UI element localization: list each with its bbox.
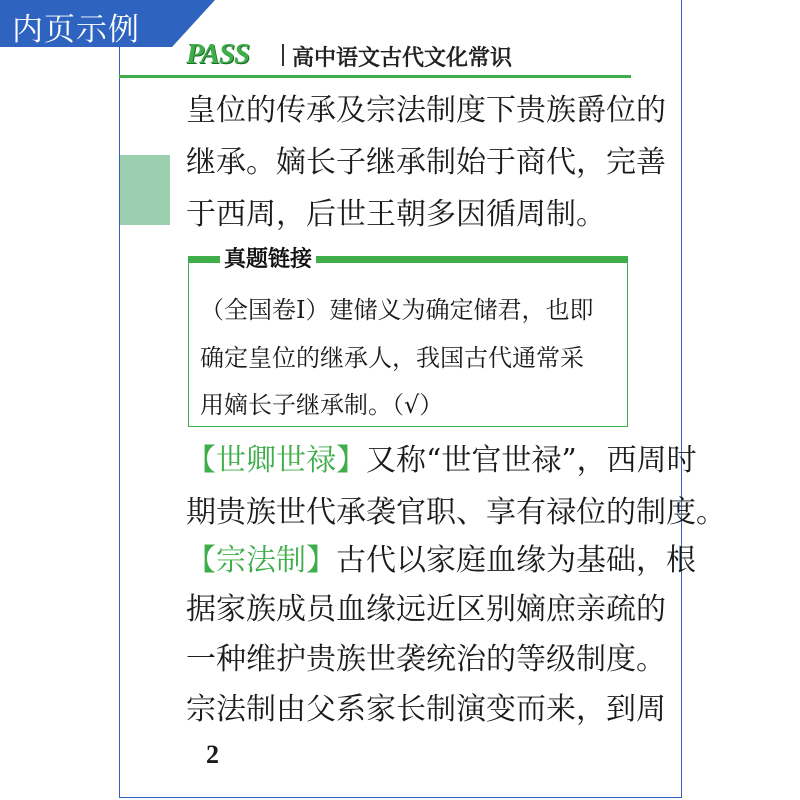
entry-line	[186, 435, 697, 487]
exam-link-title-dash	[200, 256, 222, 263]
exam-link-line: （全国卷Ⅰ）建储义为确定储君，也即	[200, 296, 594, 324]
sample-label-text: 内页示例	[12, 12, 140, 48]
header-separator	[282, 44, 284, 66]
header-rule	[119, 75, 631, 78]
header-title: 高中语文古代文化常识	[292, 45, 513, 71]
entry-line	[186, 535, 696, 587]
pass-logo: PASS	[186, 38, 250, 70]
exam-link-line: 用嫡长子继承制。（√）	[200, 391, 444, 419]
entry-term: 【宗法制】	[186, 543, 336, 578]
entry-line: 宗法制由父系家长制演变而来，到周	[186, 692, 666, 727]
entry-text: 又称“世官世禄”，西周时	[366, 443, 697, 478]
entry-term: 【世卿世禄】	[186, 443, 366, 478]
exam-link-title: 真题链接	[220, 242, 316, 273]
entry-line: 期贵族世代承袭官职、享有禄位的制度。	[186, 495, 726, 530]
sample-label	[0, 0, 215, 47]
intro-line: 皇位的传承及宗法制度下贵族爵位的	[186, 93, 666, 128]
exam-link-line: 确定皇位的继承人，我国古代通常采	[200, 344, 584, 372]
entry-line: 据家族成员血缘远近区别嫡庶亲疏的	[186, 592, 666, 627]
entry-text: 古代以家庭血缘为基础，根	[336, 543, 696, 578]
intro-line: 于西周，后世王朝多因循周制。	[186, 197, 606, 232]
entry-line: 一种维护贵族世袭统治的等级制度。	[186, 642, 666, 677]
side-tab	[120, 155, 170, 225]
page-number: 2	[206, 740, 219, 769]
intro-line: 继承。嫡长子继承制始于商代，完善	[186, 145, 666, 180]
